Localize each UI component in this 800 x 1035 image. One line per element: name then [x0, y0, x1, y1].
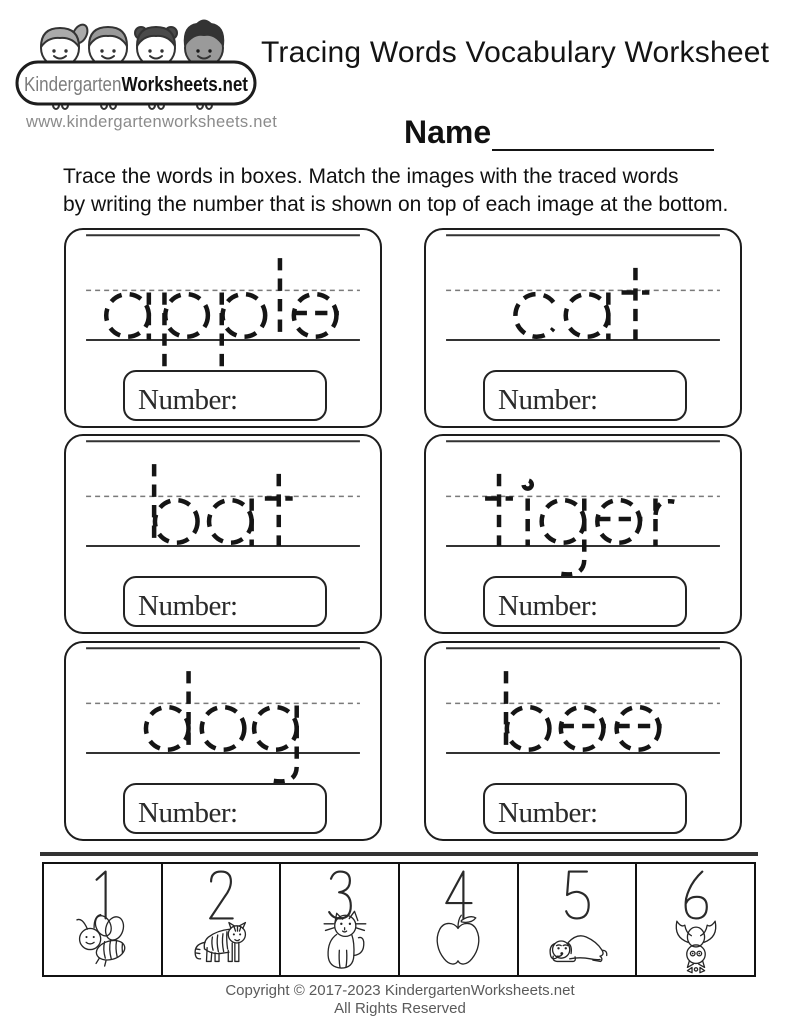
name-field-row [404, 112, 714, 151]
number-label: Number: [498, 384, 598, 416]
rights-text: All Rights Reserved [334, 999, 466, 1017]
number-label: Number: [498, 590, 598, 622]
name-label: Name [404, 114, 492, 150]
instructions-line1: Trace the words in boxes. Match the images with the traced words [63, 165, 679, 188]
apple-image [400, 908, 517, 974]
copyright-text: Copyright © 2017-2023 KindergartenWorksheets.net [225, 982, 575, 999]
answer-cell-cat [281, 864, 400, 975]
number-label: Number: [138, 797, 238, 829]
footer [0, 982, 800, 1017]
number-input-box[interactable] [123, 783, 327, 834]
four-kids-icon [12, 6, 260, 110]
instructions [63, 163, 728, 219]
cat-image [281, 908, 398, 974]
number-input-box[interactable] [123, 370, 327, 421]
bat-image [637, 908, 754, 974]
number-input-box[interactable] [123, 576, 327, 627]
instructions-line2: by writing the number that is shown on top of each image at the bottom. [63, 193, 729, 216]
answer-image-strip [42, 862, 756, 977]
answer-cell-bee [44, 864, 163, 975]
page-title: Tracing Words Vocabulary Worksheet [261, 36, 770, 69]
number-label: Number: [138, 384, 238, 416]
number-label: Number: [498, 797, 598, 829]
word-card-bee [424, 641, 742, 841]
section-separator-line [40, 852, 758, 856]
site-logo [12, 6, 260, 110]
answer-cell-dog [519, 864, 638, 975]
tiger-image [163, 908, 280, 974]
number-input-box[interactable] [483, 370, 687, 421]
logo-text: KindergartenWorksheets.net [24, 74, 260, 96]
word-card-dog [64, 641, 382, 841]
answer-cell-apple [400, 864, 519, 975]
answer-cell-tiger [163, 864, 282, 975]
word-card-bat [64, 434, 382, 634]
word-card-apple [64, 228, 382, 428]
website-url: www.kindergartenworksheets.net [26, 113, 278, 131]
number-input-box[interactable] [483, 783, 687, 834]
word-card-tiger [424, 434, 742, 634]
name-input-line[interactable] [492, 112, 714, 151]
number-input-box[interactable] [483, 576, 687, 627]
dog-image [519, 908, 636, 974]
bee-image [44, 908, 161, 974]
word-card-cat [424, 228, 742, 428]
answer-cell-bat [637, 864, 754, 975]
number-label: Number: [138, 590, 238, 622]
